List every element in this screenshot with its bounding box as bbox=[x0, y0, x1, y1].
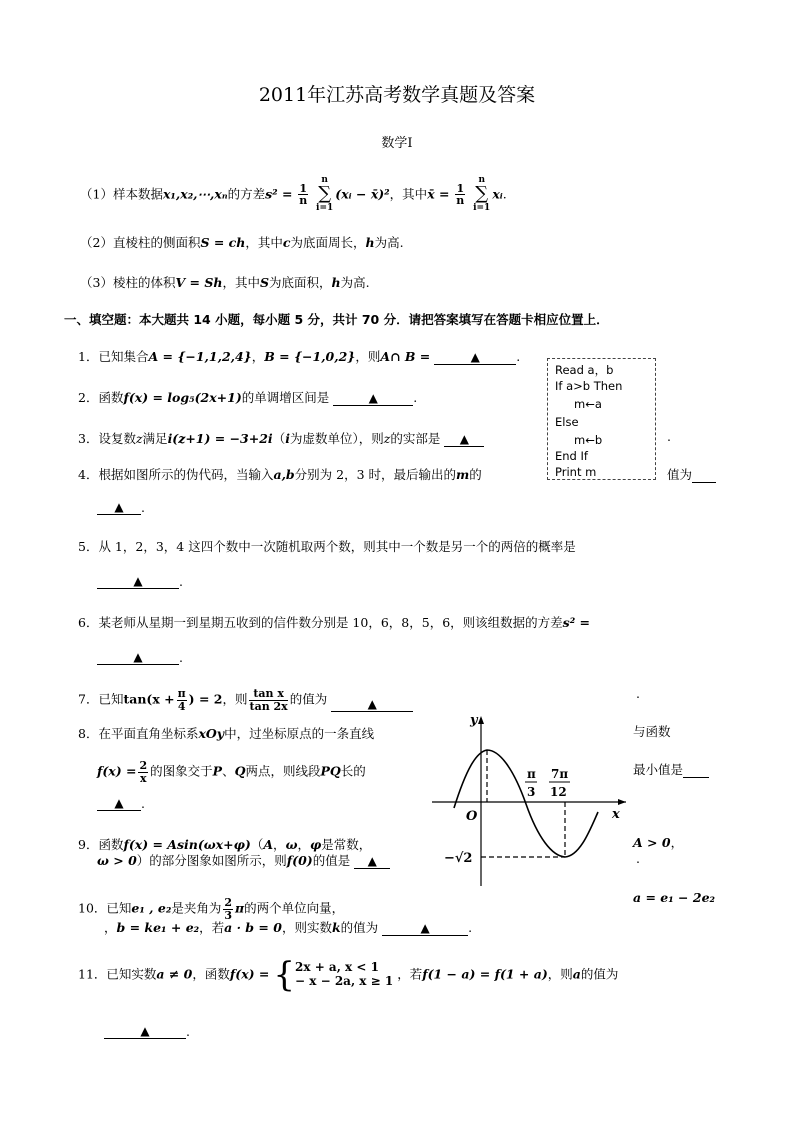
answer-blank-4[interactable]: ▲ bbox=[97, 500, 141, 515]
tick-7pi12-den: 12 bbox=[550, 785, 567, 799]
question-5-answer: ▲ . bbox=[97, 574, 183, 589]
q3-period: . bbox=[667, 429, 671, 444]
min-value-label: −√2 bbox=[444, 851, 473, 866]
question-3: 3．设复数z满足i(z+1) = −3+2i（i为虚数单位），则z的实部是 ▲ bbox=[78, 429, 484, 447]
sine-graph bbox=[430, 710, 630, 890]
page-subtitle: 数学Ⅰ bbox=[381, 136, 413, 151]
y-label: y bbox=[470, 713, 478, 728]
code-line: If a>b Then bbox=[555, 379, 623, 393]
question-2: 2．函数f(x) = log₅(2x+1)的单调增区间是 ▲ . bbox=[78, 390, 418, 405]
sine-curve bbox=[454, 750, 598, 857]
q8-right-text: 与函数 bbox=[633, 724, 671, 739]
q8-right-text2: 最小值是 bbox=[633, 760, 709, 778]
question-4: 4．根据如图所示的伪代码，当输入a,b分别为 2，3 时，最后输出的m的 bbox=[78, 467, 482, 482]
q10-right-text: a = e₁ − 2e₂ bbox=[633, 890, 716, 905]
answer-blank-11[interactable]: ▲ bbox=[104, 1024, 186, 1039]
q9-right-text: A > 0， bbox=[633, 835, 684, 850]
question-4-answer: ▲ . bbox=[97, 500, 145, 515]
answer-blank-10[interactable]: ▲ bbox=[382, 921, 468, 936]
question-11: 11．已知实数a ≠ 0，函数f(x) = { 2x + a, x < 1 − x − 2a, x ≥ 1 ，若f(1 − a) = f(1 + a)，则a的值为 bbox=[78, 955, 619, 995]
tick-pi3-den: 3 bbox=[527, 785, 536, 799]
formula-volume: （3）棱柱的体积V = Sh，其中S为底面积，h为高. bbox=[80, 275, 370, 290]
answer-blank-1[interactable]: ▲ bbox=[434, 350, 516, 365]
question-11-answer: ▲ . bbox=[104, 1024, 190, 1039]
pseudo-code-box bbox=[547, 358, 656, 480]
answer-blank-7[interactable]: ▲ bbox=[331, 697, 413, 712]
q7-period: . bbox=[636, 686, 640, 701]
section-heading: 一、填空题：本大题共 14 小题，每小题 5 分，共计 70 分．请把答案填写在答题卡相应位置上． bbox=[64, 312, 609, 327]
question-7: 7．已知tan(x + $\frac{\pi}{4}$ ) = 2，则 $\frac{\text{tan x}}{\tan 2x}$ 的值为 ▲ bbox=[78, 688, 413, 712]
tick-7pi12-num: 7π bbox=[551, 767, 569, 781]
tick-pi3-num: π bbox=[527, 767, 536, 781]
question-10: 10．已知e₁ , e₂是夹角为 $\frac{2}{3}$ π的两个单位向量， bbox=[78, 896, 345, 922]
question-6: 6．某老师从星期一到星期五收到的信件数分别是 10，6，8，5，6，则该组数据的方差s² = bbox=[78, 615, 590, 630]
code-line: End If bbox=[555, 449, 588, 463]
code-line: Read a，b bbox=[555, 363, 614, 377]
answer-blank-3[interactable]: ▲ bbox=[444, 432, 484, 447]
question-9-line2: ω > 0）的部分图象如图所示，则f(0)的值是 ▲ bbox=[97, 851, 390, 869]
question-8-line2: f(x) = $\frac{2}{x}$ 的图象交于P、Q两点，则线段PQ长的 bbox=[97, 759, 366, 785]
x-axis-arrow bbox=[618, 799, 626, 805]
question-6-answer: ▲ . bbox=[97, 650, 183, 665]
formula-lateral-area: （2）直棱柱的侧面积S = ch，其中c为底面周长，h为高. bbox=[80, 235, 404, 250]
question-1: 1．已知集合A = {−1,1,2,4}，B = {−1,0,2}，则A∩ B = ▲ . bbox=[78, 349, 521, 364]
q9-period: . bbox=[636, 851, 640, 866]
question-9: 9．函数f(x) = Asin(ωx+φ)（A，ω，φ是常数， bbox=[78, 837, 372, 852]
answer-blank-2[interactable]: ▲ bbox=[333, 391, 413, 406]
code-line: m←b bbox=[574, 433, 603, 447]
answer-blank-5[interactable]: ▲ bbox=[97, 574, 179, 589]
y-axis-arrow bbox=[478, 716, 484, 724]
question-10-line2: ，b = ke₁ + e₂，若a · b = 0，则实数k的值为 ▲ . bbox=[104, 920, 473, 935]
origin-label: O bbox=[466, 809, 478, 824]
page-title: 2011年江苏高考数学真题及答案 bbox=[258, 84, 536, 106]
question-8: 8．在平面直角坐标系xOy中，过坐标原点的一条直线 bbox=[78, 726, 375, 741]
q4-value-label: 值为 bbox=[667, 465, 716, 483]
x-label: x bbox=[612, 807, 620, 822]
question-5: 5．从 1，2，3，4 这四个数中一次随机取两个数，则其中一个数是另一个的两倍的概率是 bbox=[78, 539, 576, 554]
code-line: Else bbox=[555, 415, 579, 429]
question-8-answer: ▲ . bbox=[97, 796, 145, 811]
answer-blank-8[interactable]: ▲ bbox=[97, 796, 141, 811]
formula-variance: （1）样本数据x₁,x₂,⋯,xₙ的方差s² = $\frac{1}{n}$ n ∑ i=1 (xᵢ − x̄)²，其中x̄ = $\frac{1}{n}$ n ∑ i=1 xᵢ. bbox=[80, 175, 507, 214]
answer-blank-9[interactable]: ▲ bbox=[354, 854, 390, 869]
code-line: m←a bbox=[574, 397, 602, 411]
answer-blank-6[interactable]: ▲ bbox=[97, 650, 179, 665]
code-line: Print m bbox=[555, 465, 597, 479]
